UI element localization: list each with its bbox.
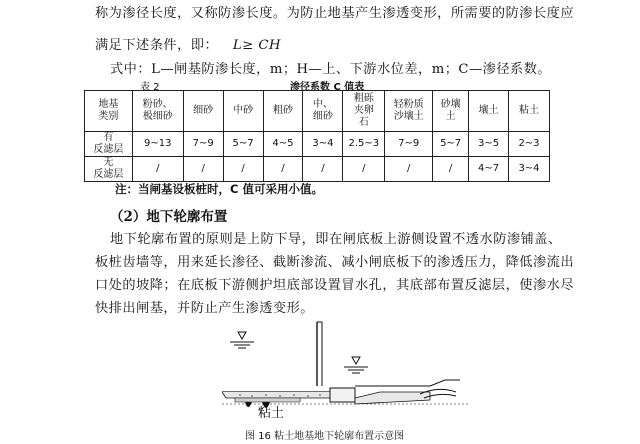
table-title: 渗径系数 C 值表 [290, 82, 365, 93]
table-cell: / [303, 157, 343, 182]
table-header-cell: 壤土 [469, 91, 509, 132]
table-note: 注：当闸基设板桩时，C 值可采用小值。 [115, 182, 323, 196]
para1-line1: 称为渗径长度，又称防渗长度。为防止地基产生渗透变形，所需要的防渗长度应 [95, 6, 575, 21]
table-cell: 3~5 [469, 132, 509, 157]
table-row [85, 157, 550, 182]
table-header-cell: 粗砂 [263, 91, 303, 132]
table-cell: / [132, 157, 183, 182]
table-cell: 2.5~3 [343, 132, 385, 157]
table-cell: 4~7 [469, 157, 509, 182]
section-title: （2）地下轮廓布置 [110, 209, 228, 225]
table-cell: 有 反滤层 [85, 132, 133, 157]
table-cell: 4~5 [263, 132, 303, 157]
para1-line3-prefix: 式中： [110, 62, 152, 77]
para2-line: 口处的坡降；在底板下游侧护坦底部设置冒水孔，其底部布置反滤层，使渗水尽 [95, 278, 575, 293]
para1-line2 [95, 34, 281, 53]
seepage-coefficient-table [84, 90, 550, 182]
table-header-cell: 中砂 [223, 91, 263, 132]
table-row [85, 132, 550, 157]
table-header-cell: 粘土 [508, 91, 549, 132]
table-label: 表 2 [140, 82, 160, 93]
para2-line: 板桩齿墙等，用来延长渗径、截断渗流、减小闸底板下的渗透压力，降低渗流出 [95, 255, 575, 270]
table-header-row [85, 91, 550, 132]
gate-wall [317, 322, 322, 386]
underground-contour-diagram [0, 320, 640, 430]
table-header-cell: 地基 类别 [85, 91, 133, 132]
table-cell: 7~9 [183, 132, 223, 157]
figure-caption: 图 16 粘土地基地下轮廓布置示意图 [245, 431, 405, 442]
table-cell: 3~4 [508, 157, 549, 182]
table-cell: 5~7 [223, 132, 263, 157]
table-cell: 3~4 [303, 132, 343, 157]
para1-line3 [110, 58, 551, 77]
table-header-cell: 细砂 [183, 91, 223, 132]
soil-label: 粘土 [258, 406, 285, 421]
table-cell: 无 反滤层 [85, 157, 133, 182]
table-cell: 5~7 [433, 132, 469, 157]
upstream-blanket [222, 392, 330, 402]
table-header-cell: 中、 细砂 [303, 91, 343, 132]
table-cell: 7~9 [385, 132, 433, 157]
downstream-water-level-icon [344, 357, 368, 373]
para1-line3-rest: L—闸基防渗长度，m；H—上、下游水位差，m；C—渗径系数。 [151, 62, 552, 77]
table-header-cell: 粗砾 夹卵 石 [343, 91, 385, 132]
table-header-cell: 砂壤 土 [433, 91, 469, 132]
table-header-cell: 轻粉质 沙壤土 [385, 91, 433, 132]
formula: L≥ CH [232, 38, 281, 53]
table-cell: / [385, 157, 433, 182]
para1-line2-text: 满足下述条件，即： [95, 38, 219, 53]
table-header-cell: 粉砂、 极细砂 [132, 91, 183, 132]
upstream-water-level-icon [230, 332, 254, 348]
table-cell: / [263, 157, 303, 182]
table-cell: / [183, 157, 223, 182]
table-cell: / [433, 157, 469, 182]
para2-line: 快排出闸基，并防止产生渗透变形。 [95, 301, 314, 316]
para2-line: 地下轮廓布置的原则是上防下导，即在闸底板上游侧设置不透水防渗铺盖、 [110, 232, 562, 247]
table-cell: 2~3 [508, 132, 549, 157]
gate-floor-slab [330, 388, 430, 404]
table-cell: / [223, 157, 263, 182]
table-cell: / [343, 157, 385, 182]
table-cell: 9~13 [132, 132, 183, 157]
